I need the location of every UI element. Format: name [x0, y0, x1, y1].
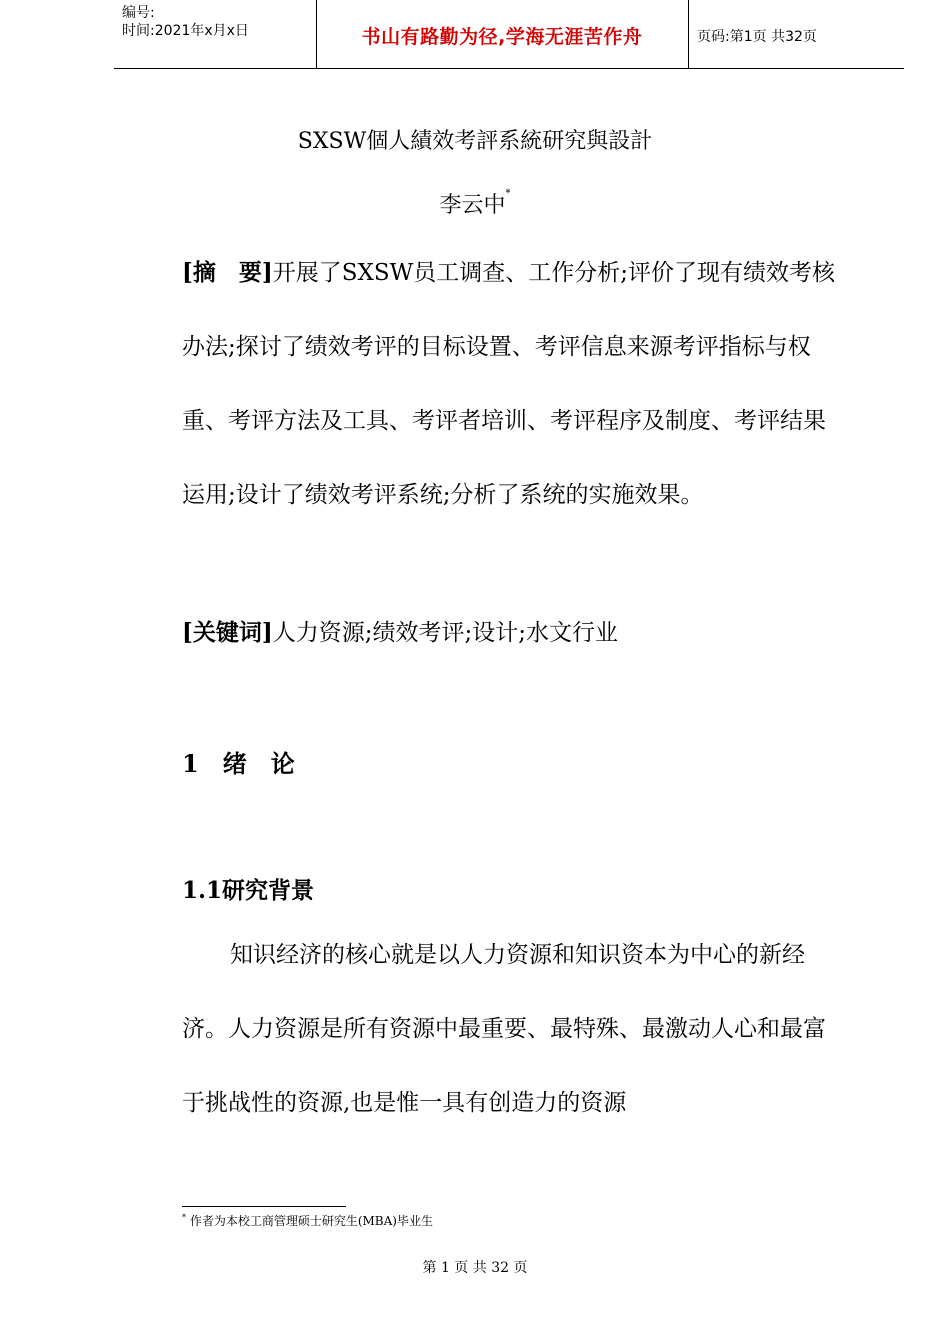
header-cell-motto — [316, 0, 689, 68]
page-header — [114, 0, 904, 69]
footnote — [182, 1212, 433, 1229]
keywords — [182, 596, 838, 670]
keywords-text: 人力资源;绩效考评;设计;水文行业 — [272, 620, 619, 646]
document-title: SXSW個人績效考評系統研究與設計 — [297, 129, 653, 154]
body-paragraph: 知识经济的核心就是以人力资源和知识资本为中心的新经济。人力资源是所有资源中最重要、最特殊、最激动人心和最富于挑战性的资源,也是惟一具有创造力的资源 — [182, 942, 826, 1116]
page-info: 页码:第1页 共32页 — [697, 29, 817, 45]
author-line — [0, 188, 950, 219]
abstract-label: [摘 要] — [182, 259, 273, 286]
motto-text: 书山有路勤为径,学海无涯苦作舟 — [361, 26, 643, 48]
author-footnote-mark: * — [505, 188, 511, 199]
page-number: 第 1 页 共 32 页 — [422, 1260, 528, 1276]
footnote-rule — [182, 1206, 346, 1207]
section-heading-1-1: 1.1研究背景 — [182, 877, 315, 904]
header-cell-page — [689, 0, 904, 68]
abstract-text: 开展了SXSW员工调查、工作分析;评价了现有绩效考核办法;探讨了绩效考评的目标设置、考评信息来源考评指标与权重、考评方法及工具、考评者培训、考评程序及制度、考评结果运用;设计了绩效考评系统;分析了系统的实施效果。 — [182, 260, 836, 508]
author-name: 李云中 — [439, 193, 506, 218]
footnote-text: 作者为本校工商管理硕士研究生(MBA)毕业生 — [189, 1214, 433, 1228]
header-cell-info — [114, 0, 317, 68]
footnote-mark: * — [182, 1213, 186, 1222]
keywords-label: [关键词] — [182, 619, 273, 646]
number-label: 编号: — [122, 5, 155, 21]
abstract — [182, 236, 838, 532]
time-label: 时间:2021年x月x日 — [122, 23, 249, 39]
section-heading-1: 1 绪 论 — [182, 749, 295, 778]
